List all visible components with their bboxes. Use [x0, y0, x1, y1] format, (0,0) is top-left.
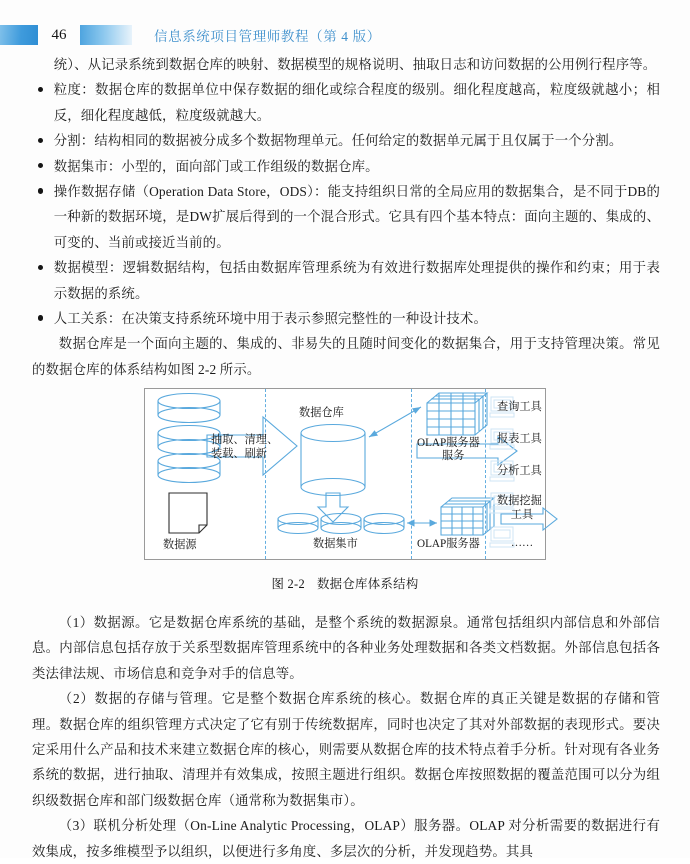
lower-text-block: [32, 610, 660, 864]
paragraph-summary: 数据仓库是一个面向主题的、集成的、非易失的且随时间变化的数据集合，用于支持管理决策。常见的数据仓库的体系结构如图 2-2 所示。: [32, 336, 660, 377]
figure-label-mining-tool-line1: 数据挖掘: [497, 495, 542, 507]
list-item: [32, 179, 660, 255]
list-item-text: 分割：结构相同的数据被分成多个数据物理单元。任何给定的数据单元属于且仅属于一个分割。: [53, 133, 623, 149]
data-mart-cylinder-3: [364, 514, 404, 534]
header-accent-block-right: [80, 25, 132, 45]
olap-cube-top: [427, 393, 487, 435]
header-accent-block-left: [0, 25, 38, 45]
list-item: [32, 255, 660, 306]
list-item-text: 粒度：数据仓库的数据单位中保存数据的细化或综合程度的级别。细化程度越高，粒度级就越小；相反，细化程度越低，粒度级就越大。: [53, 82, 660, 123]
figure-label-service: 服务: [442, 450, 465, 462]
bullet-icon: [38, 265, 43, 270]
figure-2-2: [0, 388, 690, 592]
bullet-icon: [38, 138, 43, 143]
figure-label-olap-server-bottom: OLAP服务器: [417, 538, 480, 550]
term-definition-list: [32, 77, 660, 331]
figure-label-analysis-tool: 分析工具: [497, 465, 542, 477]
list-item: [32, 77, 660, 128]
list-item: [32, 128, 660, 153]
figure-label-data-source: 数据源: [163, 539, 197, 551]
figure-label-olap-server-top: OLAP服务器: [417, 437, 480, 449]
figure-label-etl-line1: 抽取、清理、: [211, 434, 279, 446]
figure-caption: [145, 574, 545, 592]
list-item: [32, 306, 660, 331]
page-number: 46: [51, 26, 67, 43]
figure-label-query-tool: 查询工具: [497, 401, 542, 413]
source-database-cylinder-1: [158, 394, 220, 423]
figure-label-etl-line2: 装载、刷新: [211, 448, 267, 460]
figure-label-data-warehouse: 数据仓库: [299, 407, 344, 419]
figure-label-mining-tool-line2: 工具: [510, 509, 534, 521]
list-item-text: 数据集市：小型的，面向部门或工作组级的数据仓库。: [53, 158, 379, 174]
paragraph-continuation: 统）、从记录系统到数据仓库的映射、数据模型的规格说明、抽取日志和访问数据的公用例行程序等。: [53, 57, 657, 72]
paragraph-item-1: （1）数据源。它是数据仓库系统的基础，是整个系统的数据源泉。通常包括组织内部信息和外部信息。内部信息包括存放于关系型数据库管理系统中的各种业务处理数据和各类文档数据。外部信息包括各类法律法规、市场信息和竞争对手的信息等。: [32, 615, 660, 681]
figure-label-tools-ellipsis: ……: [510, 537, 534, 549]
bullet-icon: [38, 315, 43, 320]
list-item: [32, 154, 660, 179]
list-item-text: 人工关系：在决策支持系统环境中用于表示参照完整性的一种设计技术。: [53, 311, 488, 327]
running-header: [0, 22, 690, 48]
figure-frame: [144, 388, 546, 560]
book-title: 信息系统项目管理师教程（第 4 版）: [154, 29, 381, 44]
paragraph-item-2: （2）数据的存储与管理。它是整个数据仓库系统的核心。数据仓库的真正关键是数据的存储和管理。数据仓库的组织管理方式决定了它有别于传统数据库，同时也决定了其对外部数据的表现形式。要决定采用什么产品和技术来建立数据仓库的核心，则需要从数据仓库的技术特点着手分析。针对现有各业务系统的数据，进行抽取、清理并有效集成，按照主题进行组织。数据仓库按照数据的覆盖范围可以分为组织级数据仓库和部门级数据仓库（通常称为数据集市）。: [32, 691, 660, 808]
upper-text-block: [32, 52, 660, 382]
bullet-icon: [38, 163, 43, 168]
list-item-text: 操作数据存储（Operation Data Store，ODS）：能支持组织日常的全局应用的数据集合，是不同于DB的一种新的数据环境，是DW扩展后得到的一个混合形式。它具有四个基本特点：面向主题的、集成的、可变的、当前或接近当前的。: [53, 184, 660, 250]
olap-cube-bottom: [441, 498, 494, 535]
data-warehouse-cylinder: [301, 425, 365, 496]
paragraph-item-3: （3）联机分析处理（On-Line Analytic Processing，OLAP）服务器。OLAP 对分析需要的数据进行有效集成，按多维模型予以组织，以便进行多角度、多层次的分析，并发现趋势。其具: [32, 818, 660, 859]
figure-caption-number: 图 2-2: [271, 577, 305, 591]
figure-label-report-tool: 报表工具: [497, 433, 542, 445]
figure-caption-title: 数据仓库体系结构: [316, 577, 419, 591]
warehouse-to-mart-arrow: [318, 493, 348, 522]
data-mart-cylinder-1: [278, 514, 318, 534]
figure-vector-graphics: [145, 389, 545, 559]
bullet-icon: [38, 87, 43, 92]
data-source-document-icon: [169, 493, 207, 533]
list-item-text: 数据模型：逻辑数据结构，包括由数据库管理系统为有效进行数据库处理提供的操作和约束；用于表示数据的系统。: [53, 260, 660, 301]
bullet-icon: [38, 188, 43, 193]
figure-label-data-mart: 数据集市: [313, 538, 358, 550]
warehouse-olap-connector: [369, 407, 421, 437]
